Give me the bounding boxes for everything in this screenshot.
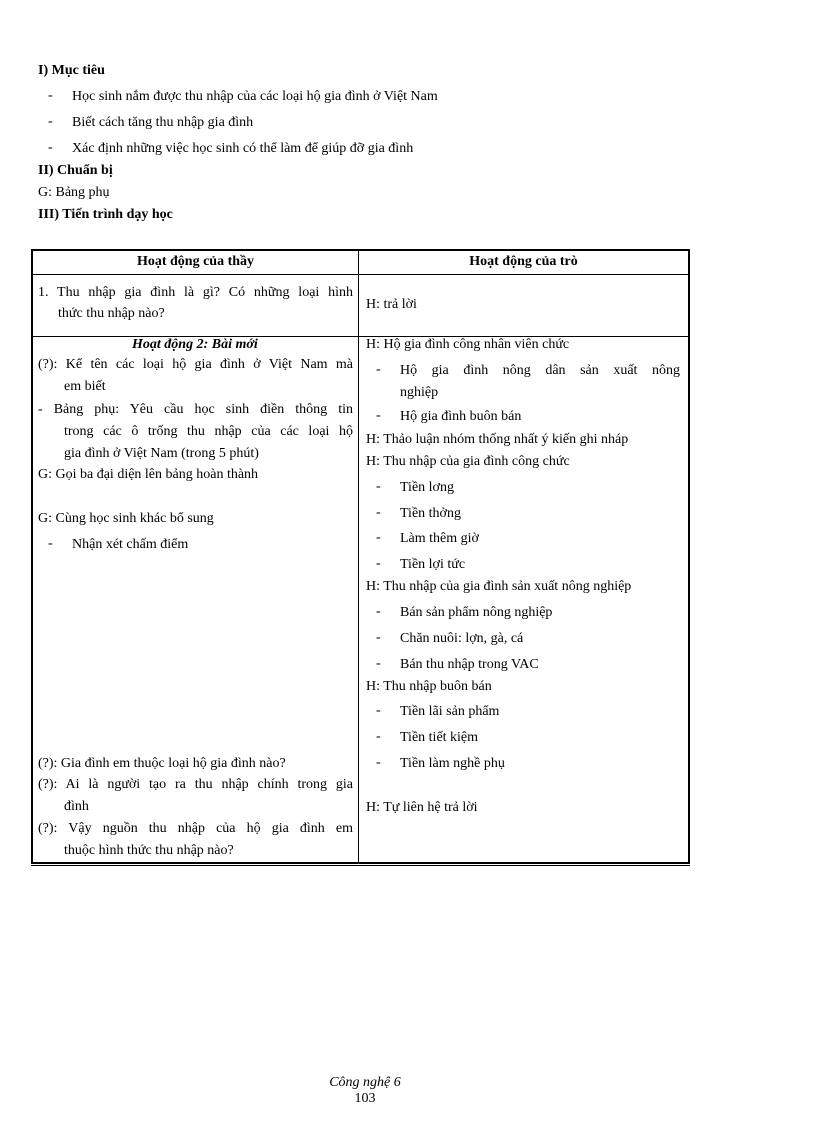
bullet-dash: - <box>48 140 53 155</box>
bullet-dash: - <box>376 408 381 423</box>
student-farm-line2: nghiệp <box>400 385 439 400</box>
bullet-dash: - <box>376 656 381 671</box>
bullet-dash: - <box>376 556 381 571</box>
teacher-board-line3: gia đình ở Việt Nam (trong 5 phút) <box>64 446 259 461</box>
student-h1: H: Hộ gia đình công nhân viên chức <box>366 337 570 352</box>
bullet-dash: - <box>376 362 381 377</box>
teacher-q4-line2: thuộc hình thức thu nhập nào? <box>64 843 234 858</box>
student-agri-item: Bán thu nhập trong VAC <box>400 657 539 672</box>
teacher-board-line1: - Bảng phụ: Yêu cầu học sinh điền thông tin <box>38 402 353 417</box>
student-civil-item: Làm thêm giờ <box>400 531 479 546</box>
page-number: 103 <box>354 1091 376 1106</box>
student-agri-item: Chăn nuôi: lợn, gà, cá <box>400 631 524 646</box>
bullet-dash: - <box>376 479 381 494</box>
row1-teacher-line1: 1. Thu nhập gia đình là gì? Có những loại hình <box>38 285 353 300</box>
student-civil-heading: H: Thu nhập của gia đình công chức <box>366 454 570 469</box>
student-farm-line1: Hộ gia đình nông dân sản xuất nông <box>400 363 680 378</box>
teacher-q2: (?): Gia đình em thuộc loại hộ gia đình nào? <box>38 756 286 771</box>
objective-item: Biết cách tăng thu nhập gia đình <box>72 115 254 130</box>
bullet-dash: - <box>376 630 381 645</box>
bullet-dash: - <box>376 530 381 545</box>
column-divider <box>358 251 359 862</box>
table-bottom-rule <box>31 865 690 866</box>
teacher-supplement: G: Cùng học sinh khác bổ sung <box>38 511 214 526</box>
header-teacher: Hoạt động của thầy <box>136 254 255 269</box>
objectives-heading: I) Mục tiêu <box>38 63 105 78</box>
teacher-board-line2: trong các ô trống thu nhập của các loại hộ <box>64 424 353 439</box>
preparation-heading: II) Chuẩn bị <box>38 163 113 178</box>
teacher-grading: Nhận xét chấm điểm <box>72 537 189 552</box>
footer-subject: Công nghệ 6 <box>329 1075 401 1090</box>
preparation-text: G: Bảng phụ <box>38 185 110 200</box>
teacher-q1-line2: em biết <box>64 379 106 394</box>
student-civil-item: Tiền lơng <box>400 480 454 495</box>
student-civil-item: Tiền thởng <box>400 506 461 521</box>
bullet-dash: - <box>48 536 53 551</box>
student-trade-item: Tiền làm nghề phụ <box>400 756 505 771</box>
bullet-dash: - <box>376 703 381 718</box>
student-trade-heading: H: Thu nhập buôn bán <box>366 679 492 694</box>
bullet-dash: - <box>376 505 381 520</box>
student-agri-heading: H: Thu nhập của gia đình sản xuất nông nghiệp <box>366 579 632 594</box>
student-civil-item: Tiền lợi tức <box>400 557 466 572</box>
bullet-dash: - <box>376 729 381 744</box>
student-trade-item: Tiền lãi sản phẩm <box>400 704 500 719</box>
student-self-relate: H: Tự liên hệ trả lời <box>366 800 478 815</box>
bullet-dash: - <box>48 88 53 103</box>
student-trade-item: Tiền tiết kiệm <box>400 730 479 745</box>
header-student: Hoạt động của trò <box>469 254 578 269</box>
process-heading: III) Tiến trình dạy học <box>38 207 173 222</box>
bullet-dash: - <box>376 755 381 770</box>
teacher-call-reps: G: Gọi ba đại diện lên bảng hoàn thành <box>38 467 259 482</box>
objective-item: Xác định những việc học sinh có thể làm để giúp đỡ gia đình <box>72 141 414 156</box>
bullet-dash: - <box>376 604 381 619</box>
teacher-q3-line2: đình <box>64 799 89 814</box>
student-trade: Hộ gia đình buôn bán <box>400 409 522 424</box>
row1-teacher-line2: thức thu nhập nào? <box>58 306 165 321</box>
teacher-q1-line1: (?): Kể tên các loại hộ gia đình ở Việt Nam mà <box>38 357 353 372</box>
activity-title: Hoạt động 2: Bài mới <box>132 337 258 352</box>
row1-student: H: trả lời <box>366 297 417 312</box>
header-row-divider <box>33 274 688 275</box>
teacher-q4-line1: (?): Vậy nguồn thu nhập của hộ gia đình em <box>38 821 353 836</box>
student-agri-item: Bán sản phẩm nông nghiệp <box>400 605 553 620</box>
teacher-q3-line1: (?): Ai là người tạo ra thu nhập chính trong gia <box>38 777 353 792</box>
objective-item: Học sinh nắm được thu nhập của các loại hộ gia đình ở Việt Nam <box>72 89 438 104</box>
bullet-dash: - <box>48 114 53 129</box>
student-discuss: H: Thảo luận nhóm thống nhất ý kiến ghi nháp <box>366 432 629 447</box>
